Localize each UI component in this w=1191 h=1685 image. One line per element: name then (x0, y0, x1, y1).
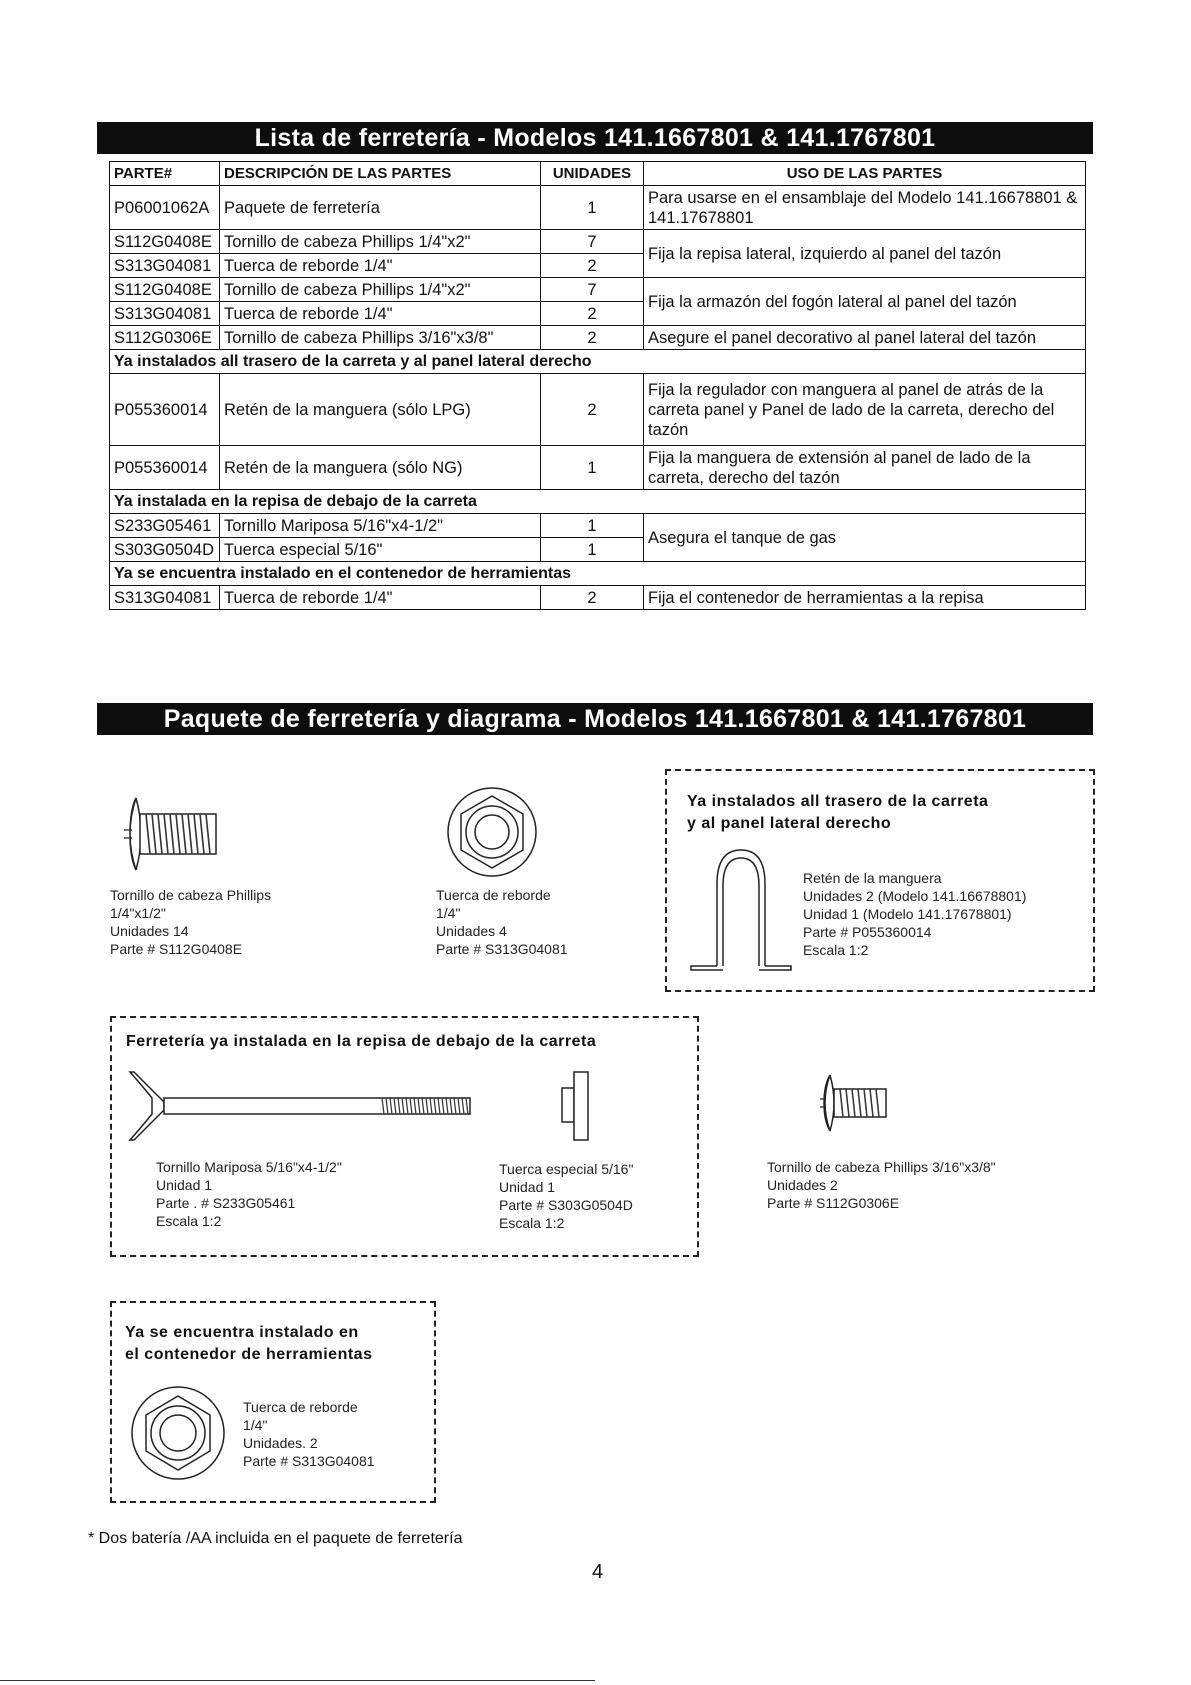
part-units: 2 (541, 326, 644, 350)
screw1-label: Tornillo de cabeza Phillips 1/4"x1/2" Unidades 14 Parte # S112G0408E (110, 887, 272, 957)
table-section-row (110, 562, 1086, 586)
bottom-rule (0, 1680, 595, 1681)
part-description: Tornillo de cabeza Phillips 1/4"x2" (220, 278, 541, 302)
part-number: S313G04081 (110, 302, 220, 326)
part-units: 7 (541, 230, 644, 254)
part-number: S313G04081 (110, 586, 220, 610)
part-description: Tornillo de cabeza Phillips 3/16"x3/8" (220, 326, 541, 350)
part-description: Tornillo de cabeza Phillips 1/4"x2" (220, 230, 541, 254)
special-nut-label: Tuerca especial 5/16" Unidad 1 Parte # S303G0504D Escala 1:2 (499, 1161, 634, 1231)
table-section-row (110, 490, 1086, 514)
flange-nut-icon (446, 786, 538, 878)
table-header-row (110, 162, 1086, 186)
part-number: S112G0408E (110, 278, 220, 302)
part-description: Tornillo Mariposa 5/16"x4-1/2" (220, 514, 541, 538)
part-number: S112G0408E (110, 230, 220, 254)
part-use: Fija la manguera de extensión al panel de lado de la carreta, derecho del tazón (644, 446, 1086, 490)
page-number: 4 (592, 1561, 604, 1583)
rear-box-title: Ya instalados all trasero de la carreta y al panel lateral derecho (687, 793, 989, 832)
hardware-package-banner: Paquete de ferretería y diagrama - Modelos 141.1667801 & 141.1767801 (97, 703, 1093, 735)
part-description: Tuerca especial 5/16" (220, 538, 541, 562)
screw2-label: Tornillo de cabeza Phillips 3/16"x3/8" Unidades 2 Parte # S112G0306E (767, 1159, 996, 1211)
part-number: P055360014 (110, 446, 220, 490)
shelf-box-title: Ferretería ya instalada en la repisa de debajo de la carreta (126, 1033, 597, 1050)
part-use: Fija la armazón del fogón lateral al panel del tazón (644, 278, 1086, 326)
table-row (110, 278, 1086, 302)
rear-box-label: Retén de la manguera Unidades 2 (Modelo 141.16678801) Unidad 1 (Modelo 141.17678801) Parte # P055360014 Escala 1:2 (803, 870, 1027, 958)
header-use: USO DE LAS PARTES (644, 162, 1086, 186)
part-description: Tuerca de reborde 1/4" (220, 302, 541, 326)
part-units: 2 (541, 374, 644, 446)
part-description: Paquete de ferretería (220, 186, 541, 230)
part-description: Retén de la manguera (sólo LPG) (220, 374, 541, 446)
part-units: 2 (541, 302, 644, 326)
nut1-label: Tuerca de reborde 1/4" Unidades 4 Parte # S313G04081 (436, 887, 568, 957)
section-heading: Ya instalada en la repisa de debajo de la carreta (110, 490, 1086, 514)
hose-retainer-icon (687, 846, 795, 972)
part-units: 2 (541, 586, 644, 610)
header-units: UNIDADES (541, 162, 644, 186)
table-row (110, 186, 1086, 230)
footnote: * Dos batería /AA incluida en el paquete de ferretería (88, 1530, 463, 1547)
part-use: Fija la regulador con manguera al panel de atrás de la carreta panel y Panel de lado de la carreta, derecho del tazón (644, 374, 1086, 446)
table-row (110, 326, 1086, 350)
part-units: 1 (541, 514, 644, 538)
table-row (110, 446, 1086, 490)
part-units: 1 (541, 186, 644, 230)
header-part: PARTE# (110, 162, 220, 186)
part-use: Asegure el panel decorativo al panel lateral del tazón (644, 326, 1086, 350)
table-row (110, 586, 1086, 610)
part-use: Fija el contenedor de herramientas a la repisa (644, 586, 1086, 610)
part-number: S112G0306E (110, 326, 220, 350)
part-number: P055360014 (110, 374, 220, 446)
part-units: 2 (541, 254, 644, 278)
table-row (110, 230, 1086, 254)
section-heading: Ya instalados all trasero de la carreta y al panel lateral derecho (110, 350, 1086, 374)
tool-box-title: Ya se encuentra instalado en el contenedor de herramientas (125, 1324, 373, 1363)
table-section-row (110, 350, 1086, 374)
part-use: Para usarse en el ensamblaje del Modelo 141.16678801 & 141.17678801 (644, 186, 1086, 230)
part-description: Tuerca de reborde 1/4" (220, 586, 541, 610)
part-units: 7 (541, 278, 644, 302)
table-row (110, 514, 1086, 538)
header-description: DESCRIPCIÓN DE LAS PARTES (220, 162, 541, 186)
part-number: S313G04081 (110, 254, 220, 278)
hardware-list-table (109, 161, 1086, 610)
part-number: S233G05461 (110, 514, 220, 538)
part-number: S303G0504D (110, 538, 220, 562)
part-description: Retén de la manguera (sólo NG) (220, 446, 541, 490)
special-nut-icon (561, 1070, 591, 1142)
part-use: Asegura el tanque de gas (644, 514, 1086, 562)
part-description: Tuerca de reborde 1/4" (220, 254, 541, 278)
wing-bolt-label: Tornillo Mariposa 5/16"x4-1/2" Unidad 1 Parte . # S233G05461 Escala 1:2 (156, 1159, 342, 1229)
hardware-list-banner: Lista de ferretería - Modelos 141.1667801 & 141.1767801 (97, 122, 1093, 154)
part-number: P06001062A (110, 186, 220, 230)
part-units: 1 (541, 446, 644, 490)
tool-box-label: Tuerca de reborde 1/4" Unidades. 2 Parte # S313G04081 (243, 1399, 375, 1469)
part-units: 1 (541, 538, 644, 562)
small-phillips-screw-icon (818, 1073, 890, 1133)
section-heading: Ya se encuentra instalado en el contenedor de herramientas (110, 562, 1086, 586)
flange-nut-small-icon (130, 1385, 226, 1481)
part-use: Fija la repisa lateral, izquierdo al panel del tazón (644, 230, 1086, 278)
phillips-screw-icon (122, 794, 222, 874)
wing-bolt-icon (128, 1070, 472, 1142)
table-row (110, 374, 1086, 446)
